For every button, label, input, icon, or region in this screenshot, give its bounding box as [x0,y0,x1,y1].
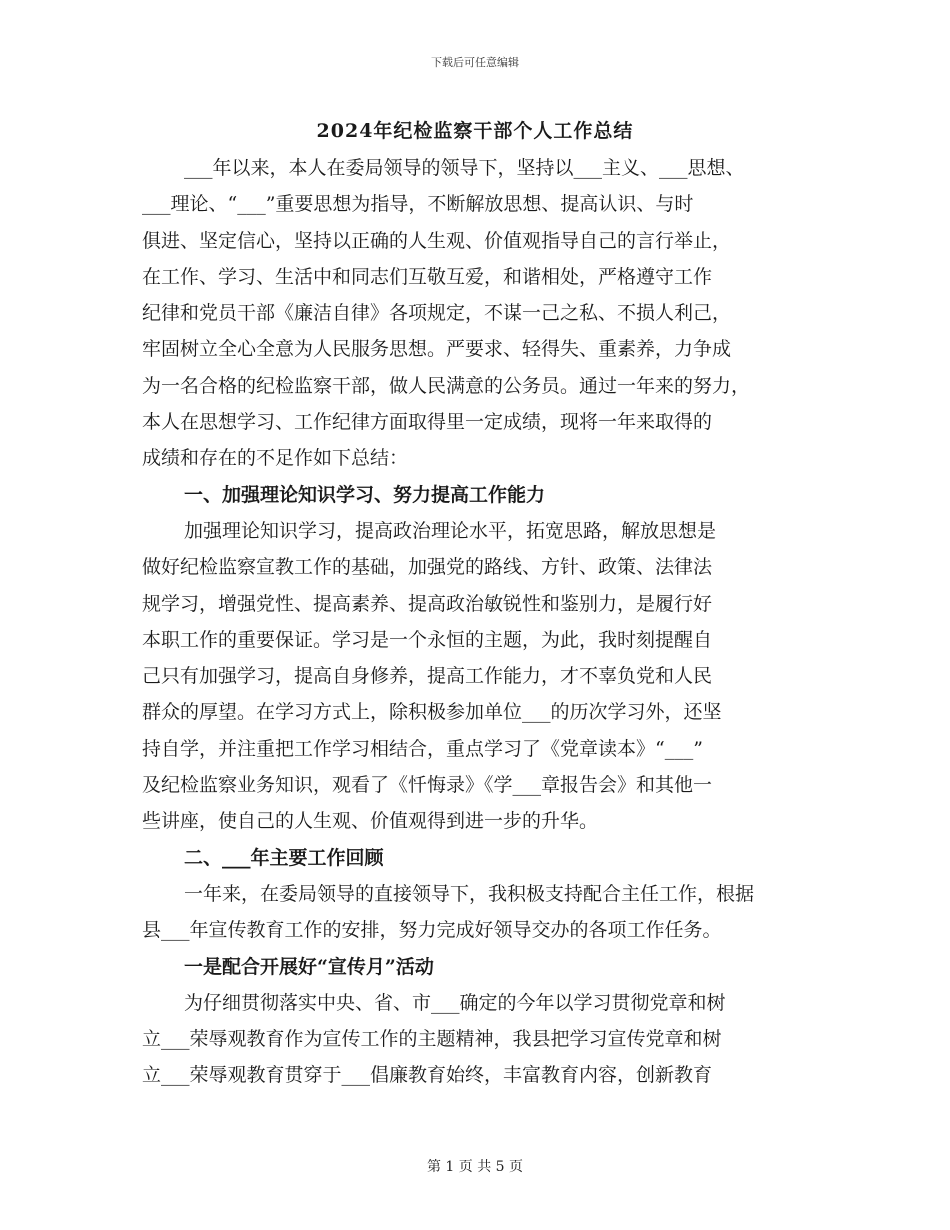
paragraph-line: 纪律和党员干部《廉洁自律》各项规定，不谋一己之私、不损人利己， [142,302,732,325]
paragraph-line: 俱进、坚定信心，坚持以正确的人生观、价值观指导自己的言行举止， [142,229,732,252]
paragraph-line: 立___荣辱观教育贯穿于___倡廉教育始终，丰富教育内容，创新教育 [142,1064,713,1087]
paragraph-line: 为仔细贯彻落实中央、省、市___确定的今年以学习贯彻党章和树 [184,991,726,1014]
paragraph-line: 群众的厚望。在学习方式上，除积极参加单位___的历次学习外，还坚 [142,701,722,724]
paragraph-line: ___年以来，本人在委局领导的领导下，坚持以___主义、___思想、 [184,157,745,179]
paragraph-line: 县___年宣传教育工作的安排，努力完成好领导交办的各项工作任务。 [142,919,722,942]
subsection-heading: 一是配合开展好“宣传月”活动 [184,955,434,978]
paragraph-line: ___理论、“___”重要思想为指导，不断解放思想、提高认识、与时 [142,193,694,216]
paragraph-line: 本职工作的重要保证。学习是一个永恒的主题，为此，我时刻提醒自 [142,628,713,651]
section-heading: 二、___年主要工作回顾 [184,846,384,869]
paragraph-line: 做好纪检监察宣教工作的基础，加强党的路线、方针、政策、法律法 [142,556,713,579]
paragraph-line: 成绩和存在的不足作如下总结： [142,447,409,470]
paragraph-line: 些讲座，使自己的人生观、价值观得到进一步的升华。 [142,810,599,833]
paragraph-line: 及纪检监察业务知识，观看了《忏悔录》《学___章报告会》和其他一 [142,774,713,797]
header-note: 下载后可任意编辑 [431,56,519,69]
paragraph-line: 立___荣辱观教育作为宣传工作的主题精神，我县把学习宣传党章和树 [142,1028,722,1051]
paragraph-line: 规学习，增强党性、提高素养、提高政治敏锐性和鉴别力，是履行好 [142,592,713,615]
paragraph-line: 己只有加强学习，提高自身修养，提高工作能力，才不辜负党和人民 [142,665,713,688]
page-number: 第 1 页 共 5 页 [426,1159,524,1175]
document-title: 2024年纪检监察干部个人工作总结 [316,120,634,142]
paragraph-line: 一年来，在委局领导的直接领导下，我积极支持配合主任工作，根据 [184,882,755,905]
paragraph-line: 加强理论知识学习，提高政治理论水平，拓宽思路，解放思想是 [184,519,717,542]
paragraph-line: 牢固树立全心全意为人民服务思想。严要求、轻得失、重素养，力争成 [142,338,732,361]
paragraph-line: 在工作、学习、生活中和同志们互敬互爱，和谐相处，严格遵守工作 [142,265,713,288]
paragraph-line: 为一名合格的纪检监察干部，做人民满意的公务员。通过一年来的努力， [142,374,751,397]
document-body [142,150,812,1094]
section-heading: 一、加强理论知识学习、努力提高工作能力 [184,483,546,506]
paragraph-line: 本人在思想学习、工作纪律方面取得里一定成绩，现将一年来取得的 [142,411,713,434]
paragraph-line: 持自学，并注重把工作学习相结合，重点学习了《党章读本》“___” [142,737,703,760]
